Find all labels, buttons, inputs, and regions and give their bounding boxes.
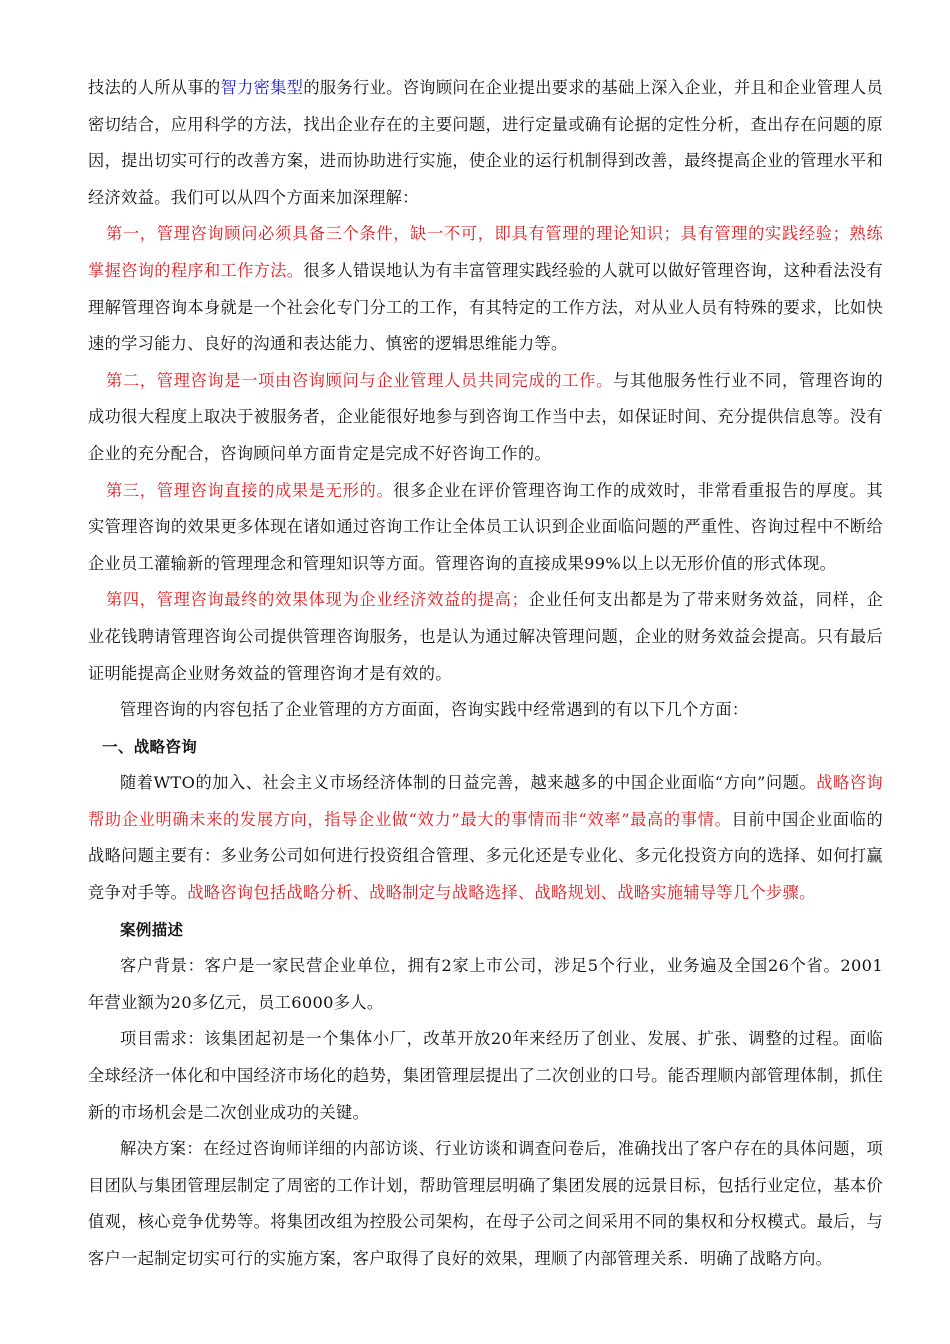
- case-description-heading: 案例描述: [120, 920, 184, 939]
- section-heading-strategy: 一、战略咨询: [102, 737, 198, 756]
- document-page: [88, 70, 883, 1278]
- point-two-paragraph: [88, 363, 883, 473]
- point-three-highlight: 第三，管理咨询直接的成果是无形的。: [106, 480, 394, 500]
- point-two-highlight: 第二，管理咨询是一项由咨询顾问与企业管理人员共同完成的工作。: [106, 370, 613, 390]
- content-overview-paragraph: 管理咨询的内容包括了企业管理的方方面面，咨询实践中经常遇到的有以下几个方面：: [120, 700, 749, 720]
- strategy-text-start: 随着WTO的加入、社会主义市场经济体制的日益完善，越来越多的中国企业面临“方向”问题。: [120, 773, 817, 793]
- project-needs-paragraph: 项目需求：该集团起初是一个集体小厂，改革开放20年来经历了创业、发展、扩张、调整的过程。面临全球经济一体化和中国经济市场化的趋势，集团管理层提出了二次创业的口号。能否理顺内部管理体制，抓住新的市场机会是二次创业成功的关键。: [88, 1029, 883, 1122]
- intro-text-rest: 的服务行业。咨询顾问在企业提出要求的基础上深入企业，并且和企业管理人员密切结合，应用科学的方法，找出企业存在的主要问题，进行定量或确有论据的定性分析，查出存在问题的原因，提出切实可行的改善方案，进而协助进行实施，使企业的运行机制得到改善，最终提高企业的管理水平和经济效益。我们可以从四个方面来加深理解：: [88, 78, 884, 207]
- strategy-paragraph: [88, 765, 883, 911]
- strategy-highlight-two: 战略咨询包括战略分析、战略制定与战略选择、战略规划、战略实施辅导等几个步骤。: [187, 883, 816, 903]
- intro-paragraph: [88, 70, 883, 216]
- point-four-text: 企业任何支出都是为了带来财务效益，同样，企业花钱聘请管理咨询公司提供管理咨询服务，也是认为通过解决管理问题，企业的财务效益会提高。只有最后证明能提高企业财务效益的管理咨询才是有效的。: [88, 590, 884, 683]
- point-one-highlight: 第一，管理咨询顾问必须具备三个条件，缺一不可，即具有管理的理论知识；具有管理的实践经验；熟练掌握咨询的程序和工作方法。: [88, 224, 883, 280]
- point-four-paragraph: [88, 582, 883, 692]
- strategy-text-middle: 目前中国企业面临的战略问题主要有：多业务公司如何进行投资组合管理、多元化还是专业化、多元化投资方向的选择、如何打赢竞争对手等。: [88, 809, 883, 903]
- point-four-highlight: 第四，管理咨询最终的效果体现为企业经济效益的提高；: [106, 590, 529, 610]
- point-two-text: 与其他服务性行业不同，管理咨询的成功很大程度上取决于被服务者，企业能很好地参与到咨询工作当中去，如保证时间、充分提供信息等。没有企业的充分配合，咨询顾问单方面肯定是完成不好咨询工作的。: [88, 370, 883, 463]
- solution-paragraph: 解决方案：在经过咨询师详细的内部访谈、行业访谈和调查问卷后，准确找出了客户存在的具体问题，项目团队与集团管理层制定了周密的工作计划，帮助管理层明确了集团发展的远景目标，包括行业定位，基本价值观，核心竞争优势等。将集团改组为控股公司架构，在母子公司之间采用不同的集权和分权模式。最后，与客户一起制定切实可行的实施方案，客户取得了良好的效果，理顺了内部管理关系．明确了战略方向。: [88, 1139, 883, 1268]
- intro-text-start: 技法的人所从事的: [88, 78, 221, 97]
- point-one-text: 很多人错误地认为有丰富管理实践经验的人就可以做好管理咨询，这种看法没有理解管理咨询本身就是一个社会化专门分工的工作，有其特定的工作方法，对从业人员有特殊的要求，比如快速的学习能力、良好的沟通和表达能力、慎密的逻辑思维能力等。: [88, 260, 883, 354]
- point-three-text: 很多企业在评价管理咨询工作的成效时，非常看重报告的厚度。其实管理咨询的效果更多体现在诸如通过咨询工作让全体员工认识到企业面临问题的严重性、咨询过程中不断给企业员工灌输新的管理理念和管理知识等方面。管理咨询的直接成果99%以上以无形价值的形式体现。: [88, 480, 883, 573]
- intensive-service-link[interactable]: 智力密集型: [220, 78, 304, 97]
- point-three-paragraph: [88, 473, 883, 583]
- strategy-highlight-one: 战略咨询帮助企业明确未来的发展方向，指导企业做“效力”最大的事情而非“效率”最高的事情。: [88, 773, 883, 829]
- point-one-paragraph: [88, 216, 883, 362]
- client-background-paragraph: 客户背景：客户是一家民营企业单位，拥有2家上市公司，涉足5个行业，业务遍及全国26个省。2001年营业额为20多亿元，员工6000多人。: [88, 956, 883, 1012]
